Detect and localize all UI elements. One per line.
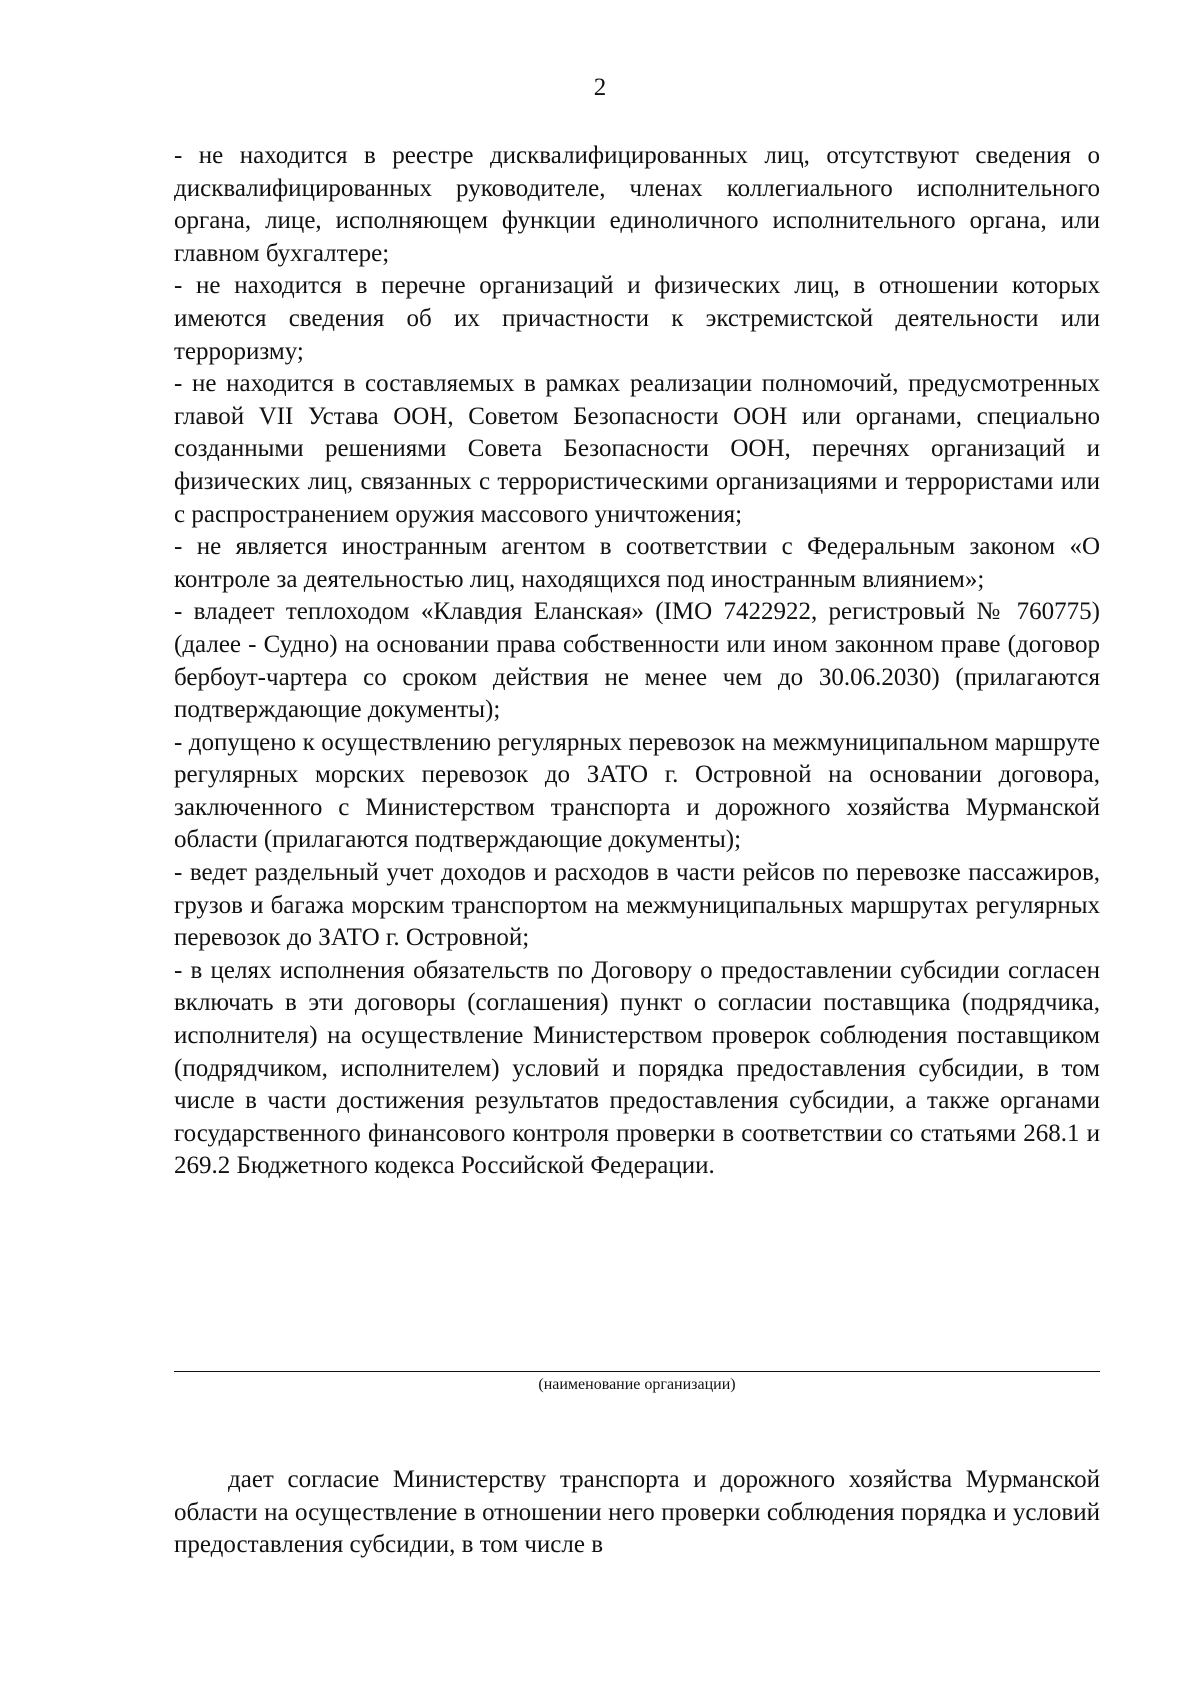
condition-route-admission: - допущено к осуществлению регулярных перевозок на межмуниципальном маршруте регулярных морских перевозок до ЗАТО г. Островной на основании договора, заключенного с Министерством транспорта и дорожного хозяйства Мурманской области (прилагаются подтверждающие документы); <box>174 728 1100 854</box>
page-number: 2 <box>593 74 607 101</box>
condition-foreign-agent: - не является иностранным агентом в соответствии с Федеральным законом «О контроле за деятельностью лиц, находящихся под иностранным влиянием»; <box>174 533 1100 593</box>
consent-paragraph: дает согласие Министерству транспорта и дорожного хозяйства Мурманской области на осуществление в отношении него проверки соблюдения порядка и условий предоставления субсидии, в том числе в <box>174 1466 1100 1559</box>
organization-name-caption: (наименование организации) <box>538 1376 736 1393</box>
condition-extremism-list: - не находится в перечне организаций и физических лиц, в отношении которых имеются сведения об их причастности к экстремистской деятельности или терроризму; <box>174 272 1100 365</box>
condition-separate-accounting: - ведет раздельный учет доходов и расходов в части рейсов по перевозке пассажиров, грузов и багажа морским транспортом на межмуниципальных маршрутах регулярных перевозок до ЗАТО г. Островной; <box>174 859 1100 952</box>
organization-name-line <box>174 1371 1100 1372</box>
condition-audit-consent: - в целях исполнения обязательств по Договору о предоставлении субсидии согласен включать в эти договоры (соглашения) пункт о согласии поставщика (подрядчика, исполнителя) на осуществление Министерством проверок соблюдения поставщиком (подрядчиком, исполнителем) условий и порядка предоставления субсидии, в том числе в части достижения результатов предоставления субсидии, а также органами государственного финансового контроля проверки в соответствии со статьями 268.1 и 269.2 Бюджетного кодекса Российской Федерации. <box>174 956 1100 1180</box>
condition-disqualified-registry: - не находится в реестре дисквалифицированных лиц, отсутствуют сведения о дисквалифицированных руководителе, членах коллегиального исполнительного органа, лице, исполняющем функции единоличного исполнительного органа, или главном бухгалтере; <box>174 142 1100 267</box>
condition-un-sanctions-list: - не находится в составляемых в рамках реализации полномочий, предусмотренных главой VII Устава ООН, Советом Безопасности ООН или органами, специально созданными решениями Совета Безопасности ООН, перечнях организаций и физических лиц, связанных с террористическими организациями и террористами или с распространением оружия массового уничтожения; <box>174 370 1100 528</box>
condition-vessel-ownership: - владеет теплоходом «Клавдия Еланская» (IMO 7422922, регистровый № 760775) (далее - Судно) на основании права собственности или ином законном праве (договор бербоут-чартера со сроком действия не менее чем до 30.06.2030) (прилагаются подтверждающие документы); <box>174 598 1100 724</box>
conditions-list <box>174 140 1100 1183</box>
